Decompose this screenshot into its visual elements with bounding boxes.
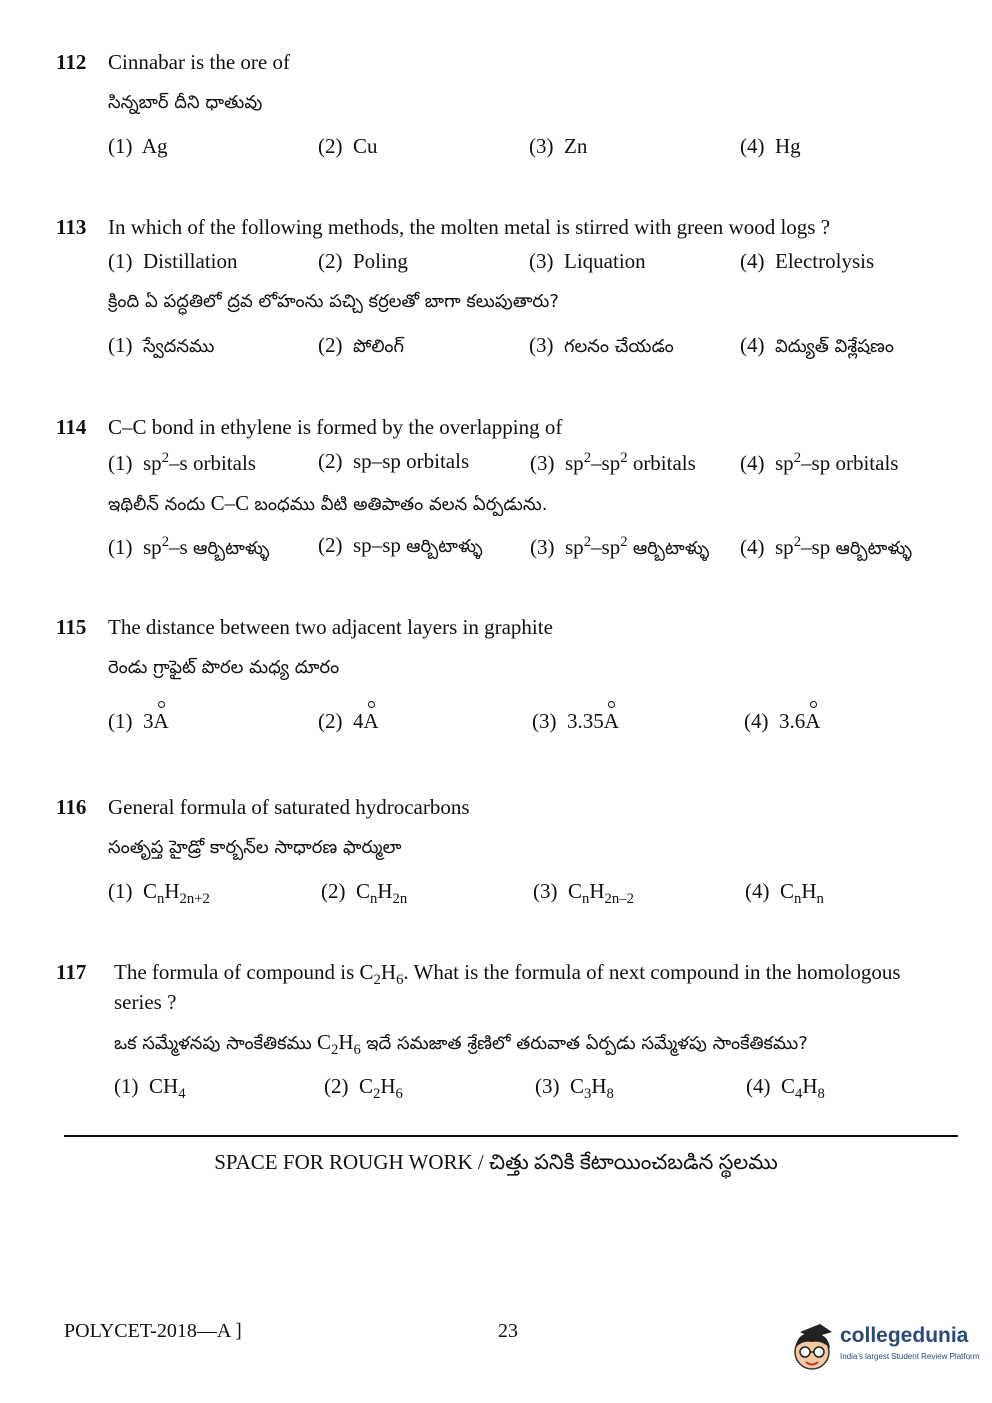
option-4: (4) $sp^2-sp$ orbitals: [740, 450, 899, 475]
collegedunia-watermark: [790, 1322, 980, 1382]
option-1: (1) Distillation: [108, 249, 238, 273]
question-number: 117: [56, 960, 87, 984]
rough-work-label: SPACE FOR ROUGH WORK / చిత్తు పనికి కేటాయించబడిన స్థలము: [214, 1150, 778, 1174]
question-text-en: General formula of saturated hydrocarbons: [108, 795, 470, 819]
question-text-en-cont: series ?: [114, 990, 177, 1014]
question-number: 113: [56, 215, 87, 239]
option-3: (3) Liquation: [529, 249, 646, 273]
question-text-te: సిన్నబార్ దీని ధాతువు: [108, 92, 263, 113]
question-text-en: Cinnabar is the ore of: [108, 50, 290, 74]
option-1-te: (1) $sp^2-s$ ఆర్బిటాళ్ళు: [108, 534, 270, 559]
question-number: 116: [56, 795, 87, 819]
option-3-te: (3) $sp^2-sp^2$ ఆర్బిటాళ్ళు: [530, 534, 710, 559]
option-3: (3) $sp^2-sp^2$ orbitals: [530, 450, 696, 475]
option-4: (4) 3.6A: [744, 709, 821, 733]
option-4-te: (4) $sp^2-sp$ ఆర్బిటాళ్ళు: [740, 534, 912, 559]
option-1: (1) 3A: [108, 709, 169, 733]
brand-tagline: India's largest Student Review Platform: [840, 1352, 980, 1361]
option-3: (3) Zn: [529, 134, 588, 158]
option-4: (4) $C_nH_n$: [745, 879, 824, 908]
option-1-te: (1) స్వేదనము: [108, 333, 215, 357]
option-2-te: (2) పోలింగ్: [318, 333, 404, 357]
option-2: (2) Poling: [318, 249, 408, 273]
question-text-te: సంతృప్త హైడ్రో కార్బన్‌ల సాధారణ ఫార్ములా: [108, 837, 402, 858]
option-1: (1) $CH_4$: [114, 1074, 186, 1103]
option-3: (3) 3.35A: [532, 709, 619, 733]
option-1: (1) $sp^2-s$ orbitals: [108, 450, 256, 475]
question-text-en: C–C bond in ethylene is formed by the overlapping of: [108, 415, 563, 439]
question-text-te: ఇథిలీన్ నందు C–C బంధము వీటి అతిపాతం వలన ఏర్పడును.: [108, 491, 548, 515]
question-text-en: The formula of compound is $C_2H_6$. What is the formula of next compound in the homologous: [114, 960, 901, 989]
option-1: (1) $C_nH_{2n+2}$: [108, 879, 210, 908]
question-number: 114: [56, 415, 87, 439]
option-2: (2) 4A: [318, 709, 379, 733]
option-4-te: (4) విద్యుత్ విశ్లేషణం: [740, 333, 895, 357]
page-number: 23: [498, 1320, 518, 1342]
option-3-te: (3) గలనం చేయడం: [529, 333, 674, 357]
option-4: (4) Hg: [740, 134, 801, 158]
option-2: (2) $C_nH_{2n}$: [321, 879, 408, 908]
question-text-te: ఒక సమ్మేళనపు సాంకేతికము $C_2H_6$ ఇదే సమజాత శ్రేణిలో తరువాత ఏర్పడు సమ్మేళపు సాంకేతికము?: [114, 1030, 808, 1059]
question-text-te: క్రింది ఏ పద్ధతిలో ద్రవ లోహంను పచ్చి కర్రలతో బాగా కలుపుతారు?: [108, 291, 559, 312]
option-2-te: (2) sp–sp ఆర్బిటాళ్ళు: [318, 533, 483, 557]
student-mascot-icon: [790, 1322, 836, 1378]
option-3: (3) $C_nH_{2n-2}$: [533, 879, 634, 908]
question-number: 115: [56, 615, 87, 639]
paper-code: POLYCET-2018—A ]: [64, 1320, 242, 1342]
question-text-en: The distance between two adjacent layers in graphite: [108, 615, 553, 639]
option-2: (2) sp–sp orbitals: [318, 449, 470, 473]
option-2: (2) $C_2H_6$: [324, 1074, 403, 1103]
option-4: (4) $C_4H_8$: [746, 1074, 825, 1103]
option-2: (2) Cu: [318, 134, 378, 158]
option-1: (1) Ag: [108, 134, 168, 158]
divider-line: [64, 1135, 958, 1137]
brand-name: collegedunia: [840, 1324, 969, 1347]
question-text-en: In which of the following methods, the molten metal is stirred with green wood logs ?: [108, 215, 831, 239]
option-4: (4) Electrolysis: [740, 249, 875, 273]
question-text-te: రెండు గ్రాఫైట్ పొరల మధ్య దూరం: [108, 657, 340, 678]
question-number: 112: [56, 50, 87, 74]
option-3: (3) $C_3H_8$: [535, 1074, 614, 1103]
